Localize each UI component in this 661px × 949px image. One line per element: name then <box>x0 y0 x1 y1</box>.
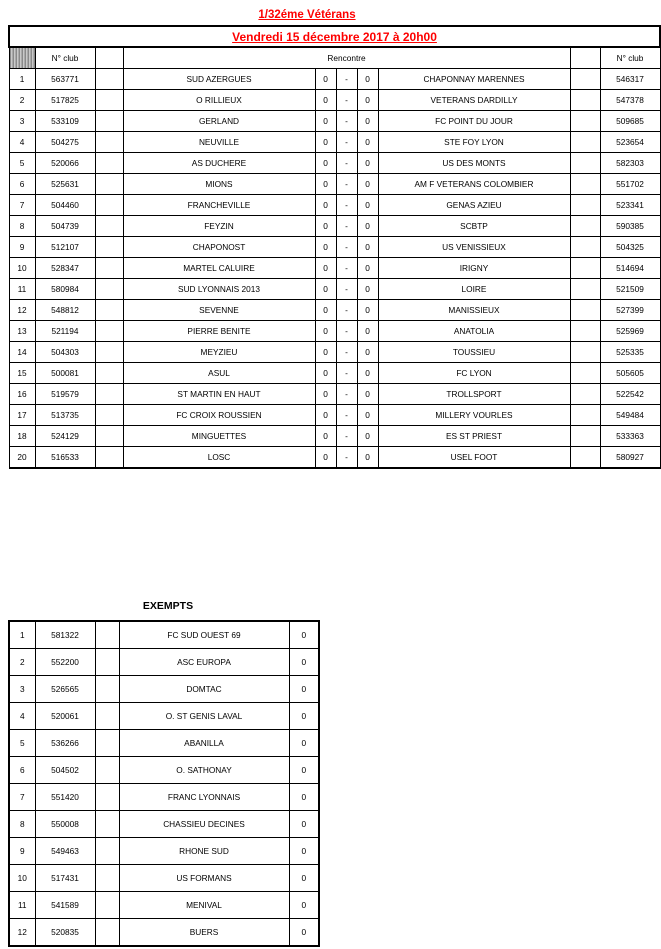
home-club-number: 533109 <box>35 111 95 132</box>
home-club-number: 504275 <box>35 132 95 153</box>
away-club-number: 522542 <box>600 384 660 405</box>
home-club-number: 512107 <box>35 237 95 258</box>
table-row <box>9 279 660 300</box>
home-score: 0 <box>315 342 336 363</box>
exempt-rank: 5 <box>9 730 35 757</box>
exempt-team-name: FC SUD OUEST 69 <box>119 621 289 649</box>
exempt-club-number: 520835 <box>35 919 95 947</box>
rank-cell: 2 <box>9 90 35 111</box>
away-club-number: 549484 <box>600 405 660 426</box>
list-item <box>9 757 319 784</box>
away-club-number: 547378 <box>600 90 660 111</box>
home-club-number: 513735 <box>35 405 95 426</box>
away-blank-cell <box>570 363 600 384</box>
exempt-club-number: 520061 <box>35 703 95 730</box>
rank-cell: 13 <box>9 321 35 342</box>
list-item <box>9 892 319 919</box>
away-club-number: 521509 <box>600 279 660 300</box>
home-score: 0 <box>315 384 336 405</box>
rank-cell: 16 <box>9 384 35 405</box>
rank-cell: 11 <box>9 279 35 300</box>
away-score: 0 <box>357 153 378 174</box>
blank-left-header <box>95 47 123 69</box>
away-team-name: GENAS AZIEU <box>378 195 570 216</box>
rank-cell: 8 <box>9 216 35 237</box>
table-row <box>9 216 660 237</box>
rank-cell: 3 <box>9 111 35 132</box>
away-team-name: MANISSIEUX <box>378 300 570 321</box>
exempt-blank-cell <box>95 621 119 649</box>
round-title: 1/32éme Vétérans <box>258 9 356 21</box>
away-blank-cell <box>570 279 600 300</box>
exempt-rank: 12 <box>9 919 35 947</box>
away-club-number: 525335 <box>600 342 660 363</box>
away-score: 0 <box>357 195 378 216</box>
home-score: 0 <box>315 174 336 195</box>
score-separator: - <box>336 363 357 384</box>
away-score: 0 <box>357 69 378 90</box>
score-separator: - <box>336 321 357 342</box>
home-blank-cell <box>95 69 123 90</box>
away-team-name: TROLLSPORT <box>378 384 570 405</box>
away-score: 0 <box>357 258 378 279</box>
table-row <box>9 447 660 469</box>
score-separator: - <box>336 111 357 132</box>
away-club-number: 546317 <box>600 69 660 90</box>
home-blank-cell <box>95 321 123 342</box>
home-team-name: MARTEL CALUIRE <box>123 258 315 279</box>
away-club-number: 514694 <box>600 258 660 279</box>
exempt-score: 0 <box>289 676 319 703</box>
table-row <box>9 132 660 153</box>
score-separator: - <box>336 447 357 469</box>
home-score: 0 <box>315 321 336 342</box>
home-blank-cell <box>95 153 123 174</box>
away-blank-cell <box>570 132 600 153</box>
away-team-name: CHAPONNAY MARENNES <box>378 69 570 90</box>
rank-cell: 12 <box>9 300 35 321</box>
away-club-number: 505605 <box>600 363 660 384</box>
home-team-name: FRANCHEVILLE <box>123 195 315 216</box>
home-team-name: GERLAND <box>123 111 315 132</box>
home-team-name: MEYZIEU <box>123 342 315 363</box>
home-team-name: SEVENNE <box>123 300 315 321</box>
table-row <box>9 174 660 195</box>
exempt-team-name: BUERS <box>119 919 289 947</box>
exempt-rank: 6 <box>9 757 35 784</box>
away-score: 0 <box>357 174 378 195</box>
away-team-name: LOIRE <box>378 279 570 300</box>
exempts-title: EXEMPTS <box>142 600 194 612</box>
home-blank-cell <box>95 363 123 384</box>
away-club-number: 504325 <box>600 237 660 258</box>
table-row <box>9 258 660 279</box>
list-item <box>9 838 319 865</box>
score-separator: - <box>336 216 357 237</box>
table-row <box>9 363 660 384</box>
away-blank-cell <box>570 69 600 90</box>
away-club-number: 580927 <box>600 447 660 469</box>
exempt-blank-cell <box>95 919 119 947</box>
away-score: 0 <box>357 321 378 342</box>
home-club-number: 548812 <box>35 300 95 321</box>
exempt-blank-cell <box>95 811 119 838</box>
home-blank-cell <box>95 237 123 258</box>
exempt-score: 0 <box>289 919 319 947</box>
exempt-rank: 4 <box>9 703 35 730</box>
score-separator: - <box>336 300 357 321</box>
list-item <box>9 919 319 947</box>
rank-cell: 14 <box>9 342 35 363</box>
exempt-team-name: ABANILLA <box>119 730 289 757</box>
list-item <box>9 621 319 649</box>
home-score: 0 <box>315 426 336 447</box>
exempt-blank-cell <box>95 703 119 730</box>
score-separator: - <box>336 426 357 447</box>
home-team-name: CHAPONOST <box>123 237 315 258</box>
datetime-title: Vendredi 15 décembre 2017 à 20h00 <box>9 26 660 47</box>
away-score: 0 <box>357 111 378 132</box>
home-score: 0 <box>315 111 336 132</box>
main-header-row <box>9 47 660 69</box>
score-separator: - <box>336 90 357 111</box>
home-blank-cell <box>95 384 123 405</box>
exempt-score: 0 <box>289 703 319 730</box>
score-separator: - <box>336 258 357 279</box>
table-row <box>9 195 660 216</box>
exempt-score: 0 <box>289 838 319 865</box>
score-separator: - <box>336 174 357 195</box>
away-blank-cell <box>570 90 600 111</box>
rank-cell: 6 <box>9 174 35 195</box>
home-score: 0 <box>315 195 336 216</box>
exempt-score: 0 <box>289 892 319 919</box>
home-club-number: 563771 <box>35 69 95 90</box>
home-score: 0 <box>315 279 336 300</box>
away-score: 0 <box>357 384 378 405</box>
home-blank-cell <box>95 174 123 195</box>
rank-cell: 7 <box>9 195 35 216</box>
score-separator: - <box>336 195 357 216</box>
exempt-score: 0 <box>289 784 319 811</box>
away-club-number: 523654 <box>600 132 660 153</box>
away-team-name: ANATOLIA <box>378 321 570 342</box>
list-item <box>9 730 319 757</box>
away-team-name: SCBTP <box>378 216 570 237</box>
rank-cell: 9 <box>9 237 35 258</box>
away-blank-cell <box>570 174 600 195</box>
away-score: 0 <box>357 279 378 300</box>
exempt-team-name: RHONE SUD <box>119 838 289 865</box>
exempt-club-number: 581322 <box>35 621 95 649</box>
away-club-number: 527399 <box>600 300 660 321</box>
table-row <box>9 153 660 174</box>
exempt-blank-cell <box>95 838 119 865</box>
list-item <box>9 703 319 730</box>
list-item <box>9 649 319 676</box>
table-row <box>9 384 660 405</box>
table-row <box>9 237 660 258</box>
home-score: 0 <box>315 237 336 258</box>
exempt-rank: 9 <box>9 838 35 865</box>
home-score: 0 <box>315 258 336 279</box>
exempt-rank: 1 <box>9 621 35 649</box>
club-right-header: N° club <box>600 47 660 69</box>
away-blank-cell <box>570 153 600 174</box>
exempt-club-number: 517431 <box>35 865 95 892</box>
exempt-blank-cell <box>95 730 119 757</box>
club-left-header: N° club <box>35 47 95 69</box>
rank-cell: 10 <box>9 258 35 279</box>
exempt-club-number: 549463 <box>35 838 95 865</box>
away-team-name: AM F VETERANS COLOMBIER <box>378 174 570 195</box>
away-score: 0 <box>357 132 378 153</box>
table-row <box>9 342 660 363</box>
exempt-score: 0 <box>289 730 319 757</box>
home-score: 0 <box>315 447 336 469</box>
exempt-team-name: ASC EUROPA <box>119 649 289 676</box>
away-blank-cell <box>570 300 600 321</box>
away-team-name: STE FOY LYON <box>378 132 570 153</box>
away-blank-cell <box>570 237 600 258</box>
exempt-score: 0 <box>289 865 319 892</box>
home-club-number: 517825 <box>35 90 95 111</box>
exempt-blank-cell <box>95 865 119 892</box>
away-team-name: US DES MONTS <box>378 153 570 174</box>
home-team-name: MINGUETTES <box>123 426 315 447</box>
home-club-number: 516533 <box>35 447 95 469</box>
home-score: 0 <box>315 216 336 237</box>
list-item <box>9 676 319 703</box>
home-club-number: 525631 <box>35 174 95 195</box>
exempt-score: 0 <box>289 649 319 676</box>
exempt-rank: 2 <box>9 649 35 676</box>
exempt-club-number: 526565 <box>35 676 95 703</box>
exempt-club-number: 550008 <box>35 811 95 838</box>
away-team-name: MILLERY VOURLES <box>378 405 570 426</box>
score-separator: - <box>336 69 357 90</box>
blank-right-header <box>570 47 600 69</box>
rank-cell: 18 <box>9 426 35 447</box>
home-team-name: LOSC <box>123 447 315 469</box>
away-club-number: 523341 <box>600 195 660 216</box>
away-blank-cell <box>570 384 600 405</box>
home-score: 0 <box>315 405 336 426</box>
home-blank-cell <box>95 447 123 469</box>
away-blank-cell <box>570 216 600 237</box>
datetime-row <box>9 26 660 47</box>
home-club-number: 521194 <box>35 321 95 342</box>
table-row <box>9 405 660 426</box>
home-blank-cell <box>95 216 123 237</box>
home-club-number: 500081 <box>35 363 95 384</box>
match-header: Rencontre <box>123 47 570 69</box>
home-score: 0 <box>315 153 336 174</box>
away-team-name: ES ST PRIEST <box>378 426 570 447</box>
away-club-number: 551702 <box>600 174 660 195</box>
home-club-number: 580984 <box>35 279 95 300</box>
away-team-name: FC LYON <box>378 363 570 384</box>
exempt-score: 0 <box>289 621 319 649</box>
home-score: 0 <box>315 300 336 321</box>
exempt-score: 0 <box>289 757 319 784</box>
home-blank-cell <box>95 195 123 216</box>
score-separator: - <box>336 237 357 258</box>
home-club-number: 504303 <box>35 342 95 363</box>
home-score: 0 <box>315 69 336 90</box>
exempt-team-name: O. SATHONAY <box>119 757 289 784</box>
home-team-name: ASUL <box>123 363 315 384</box>
score-separator: - <box>336 153 357 174</box>
away-blank-cell <box>570 342 600 363</box>
away-score: 0 <box>357 216 378 237</box>
home-blank-cell <box>95 300 123 321</box>
table-row <box>9 69 660 90</box>
rank-cell: 20 <box>9 447 35 469</box>
away-blank-cell <box>570 111 600 132</box>
table-row <box>9 321 660 342</box>
exempt-team-name: US FORMANS <box>119 865 289 892</box>
home-team-name: SUD AZERGUES <box>123 69 315 90</box>
main-draw-table-wrapper <box>8 25 644 469</box>
home-team-name: ST MARTIN EN HAUT <box>123 384 315 405</box>
home-blank-cell <box>95 279 123 300</box>
home-blank-cell <box>95 111 123 132</box>
away-club-number: 525969 <box>600 321 660 342</box>
away-score: 0 <box>357 90 378 111</box>
score-separator: - <box>336 342 357 363</box>
list-item <box>9 865 319 892</box>
away-score: 0 <box>357 447 378 469</box>
away-score: 0 <box>357 237 378 258</box>
table-row <box>9 111 660 132</box>
home-team-name: FEYZIN <box>123 216 315 237</box>
exempt-team-name: DOMTAC <box>119 676 289 703</box>
away-team-name: IRIGNY <box>378 258 570 279</box>
away-blank-cell <box>570 195 600 216</box>
home-blank-cell <box>95 426 123 447</box>
home-blank-cell <box>95 90 123 111</box>
exempt-club-number: 536266 <box>35 730 95 757</box>
away-score: 0 <box>357 342 378 363</box>
exempt-team-name: CHASSIEU DECINES <box>119 811 289 838</box>
exempt-team-name: MENIVAL <box>119 892 289 919</box>
list-item <box>9 811 319 838</box>
home-score: 0 <box>315 90 336 111</box>
home-team-name: PIERRE BENITE <box>123 321 315 342</box>
away-blank-cell <box>570 258 600 279</box>
home-club-number: 528347 <box>35 258 95 279</box>
home-score: 0 <box>315 363 336 384</box>
away-team-name: USEL FOOT <box>378 447 570 469</box>
home-team-name: FC CROIX ROUSSIEN <box>123 405 315 426</box>
home-blank-cell <box>95 342 123 363</box>
away-blank-cell <box>570 447 600 469</box>
away-club-number: 590385 <box>600 216 660 237</box>
exempt-rank: 3 <box>9 676 35 703</box>
score-separator: - <box>336 405 357 426</box>
exempt-blank-cell <box>95 784 119 811</box>
away-club-number: 509685 <box>600 111 660 132</box>
rank-cell: 15 <box>9 363 35 384</box>
home-club-number: 519579 <box>35 384 95 405</box>
exempt-club-number: 504502 <box>35 757 95 784</box>
rank-cell: 5 <box>9 153 35 174</box>
main-draw-table <box>8 25 661 469</box>
home-team-name: AS DUCHERE <box>123 153 315 174</box>
away-blank-cell <box>570 405 600 426</box>
rank-cell: 1 <box>9 69 35 90</box>
list-item <box>9 784 319 811</box>
exempt-club-number: 551420 <box>35 784 95 811</box>
exempt-rank: 10 <box>9 865 35 892</box>
exempt-team-name: O. ST GENIS LAVAL <box>119 703 289 730</box>
home-team-name: SUD LYONNAIS 2013 <box>123 279 315 300</box>
table-row <box>9 426 660 447</box>
exempt-blank-cell <box>95 757 119 784</box>
away-blank-cell <box>570 321 600 342</box>
away-club-number: 582303 <box>600 153 660 174</box>
away-team-name: FC POINT DU JOUR <box>378 111 570 132</box>
rank-header-hatch <box>9 47 35 69</box>
exempt-blank-cell <box>95 892 119 919</box>
exempt-blank-cell <box>95 649 119 676</box>
exempt-club-number: 541589 <box>35 892 95 919</box>
away-score: 0 <box>357 426 378 447</box>
rank-cell: 17 <box>9 405 35 426</box>
home-club-number: 524129 <box>35 426 95 447</box>
away-score: 0 <box>357 363 378 384</box>
exempt-rank: 7 <box>9 784 35 811</box>
exempts-table-wrapper <box>8 620 320 947</box>
score-separator: - <box>336 384 357 405</box>
home-team-name: NEUVILLE <box>123 132 315 153</box>
away-club-number: 533363 <box>600 426 660 447</box>
rank-cell: 4 <box>9 132 35 153</box>
home-blank-cell <box>95 132 123 153</box>
exempt-blank-cell <box>95 676 119 703</box>
home-blank-cell <box>95 405 123 426</box>
exempt-score: 0 <box>289 811 319 838</box>
home-score: 0 <box>315 132 336 153</box>
home-club-number: 504460 <box>35 195 95 216</box>
away-score: 0 <box>357 300 378 321</box>
away-blank-cell <box>570 426 600 447</box>
table-row <box>9 90 660 111</box>
main-draw-body <box>9 26 660 468</box>
home-club-number: 520066 <box>35 153 95 174</box>
exempts-body <box>9 621 319 946</box>
exempt-rank: 8 <box>9 811 35 838</box>
away-team-name: TOUSSIEU <box>378 342 570 363</box>
home-team-name: MIONS <box>123 174 315 195</box>
exempt-team-name: FRANC LYONNAIS <box>119 784 289 811</box>
away-score: 0 <box>357 405 378 426</box>
exempts-table <box>8 620 320 947</box>
away-team-name: US VENISSIEUX <box>378 237 570 258</box>
score-separator: - <box>336 279 357 300</box>
home-blank-cell <box>95 258 123 279</box>
score-separator: - <box>336 132 357 153</box>
home-team-name: O RILLIEUX <box>123 90 315 111</box>
table-row <box>9 300 660 321</box>
away-team-name: VETERANS DARDILLY <box>378 90 570 111</box>
exempt-club-number: 552200 <box>35 649 95 676</box>
exempt-rank: 11 <box>9 892 35 919</box>
home-club-number: 504739 <box>35 216 95 237</box>
